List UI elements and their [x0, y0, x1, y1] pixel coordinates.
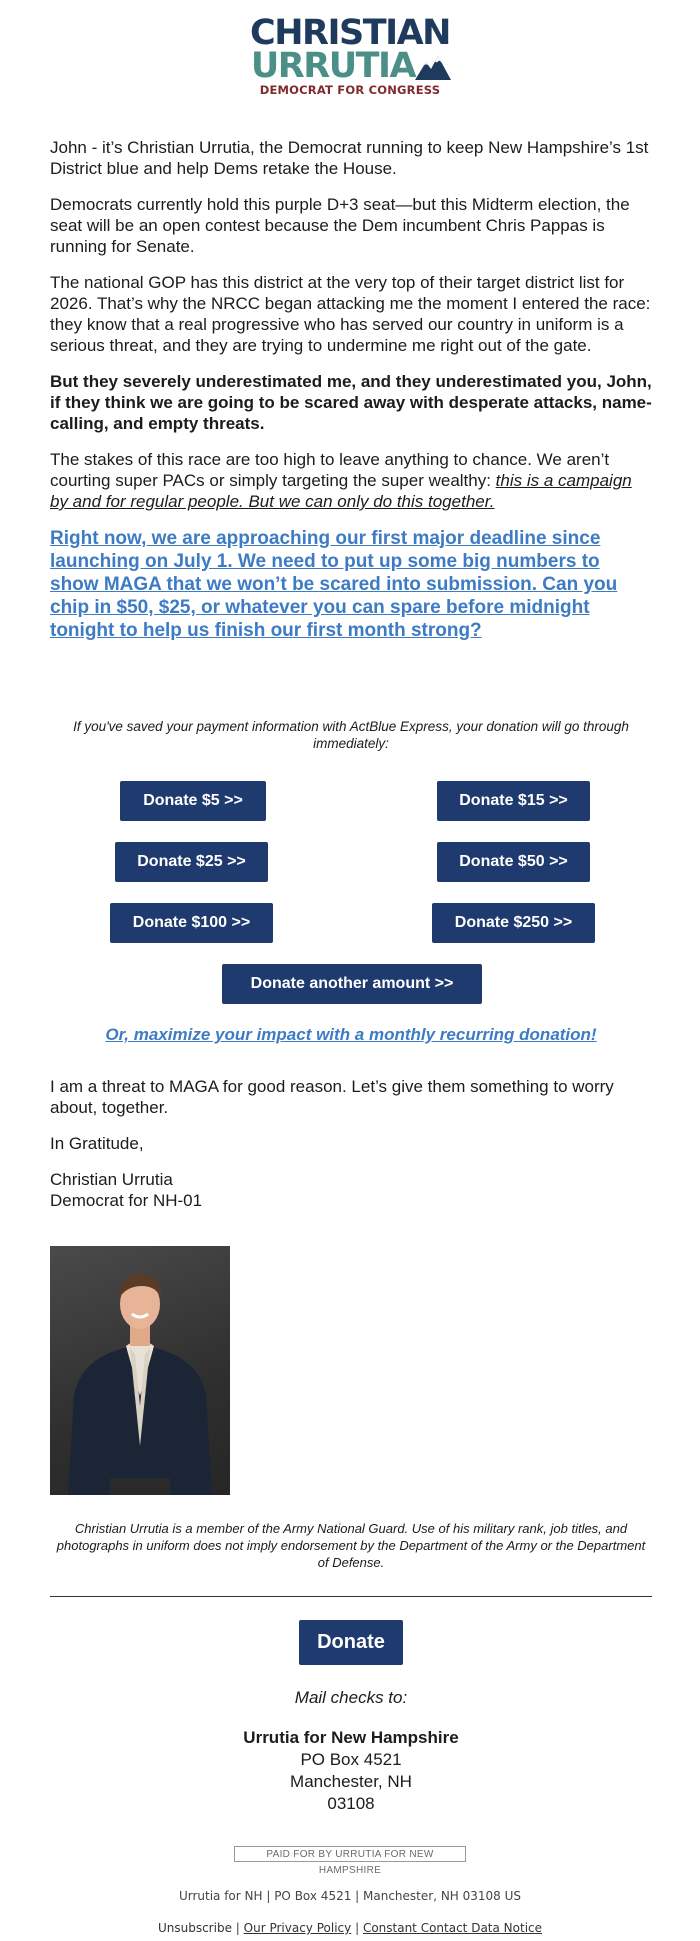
emphasis-text: this is a campaign by and for regular people. But we can only do this together. [50, 471, 632, 511]
footer-address: Urrutia for NH | PO Box 4521 | Manchester, NH 03108 US [178, 1889, 522, 1903]
logo-last-name-text: URRUTIA [250, 46, 416, 86]
footer-links [0, 1921, 700, 1935]
sign-off: In Gratitude, [50, 1134, 144, 1153]
footer-separator: | [355, 1921, 360, 1935]
closing-line: I am a threat to MAGA for good reason. Let’s give them something to worry about, together. [50, 1077, 614, 1117]
mountain-icon [415, 52, 451, 80]
body-paragraph-bold: But they severely underestimated me, and they underestimated you, John, if they think we are going to be scared away with desperate attacks, name-calling, and empty threats. [50, 372, 652, 433]
donate-50-button[interactable]: Donate $50 >> [437, 842, 590, 882]
signature-name: Christian Urrutia [50, 1170, 173, 1189]
donate-25-button[interactable]: Donate $25 >> [115, 842, 268, 882]
military-disclaimer: Christian Urrutia is a member of the Army National Guard. Use of his military rank, job titles, and photographs in uniform does not imply endorsement by the Department of the Army or the Department of Defense. [56, 1521, 646, 1570]
deadline-cta-link[interactable]: Right now, we are approaching our first major deadline since launching on July 1. We need to put up some big numbers to show MAGA that we won’t be scared into submission. Can you chip in $50, $25, or whatever you can spare before midnight tonight to help us finish our first month strong? [50, 528, 618, 641]
donate-other-amount-button[interactable]: Donate another amount >> [222, 964, 482, 1004]
donate-100-button[interactable]: Donate $100 >> [110, 903, 273, 943]
donate-5-button[interactable]: Donate $5 >> [120, 781, 266, 821]
mail-zip: 03108 [327, 1794, 375, 1813]
mail-po-box: PO Box 4521 [300, 1750, 402, 1769]
donate-15-button[interactable]: Donate $15 >> [437, 781, 590, 821]
unsubscribe-link[interactable]: Unsubscribe [157, 1921, 232, 1935]
monthly-donation-link[interactable]: Or, maximize your impact with a monthly recurring donation! [105, 1025, 597, 1044]
mail-city: Manchester, NH [290, 1772, 412, 1791]
paid-for-box: PAID FOR BY URRUTIA FOR NEW HAMPSHIRE [234, 1846, 466, 1862]
signature-title: Democrat for NH-01 [50, 1191, 203, 1210]
footer-separator: | [235, 1921, 240, 1935]
body-paragraph: John - it’s Christian Urrutia, the Democrat running to keep New Hampshire’s 1st District blue and help Dems retake the House. [50, 138, 649, 178]
signature [50, 1169, 652, 1211]
body-paragraph [50, 449, 652, 512]
logo-last-name [250, 46, 449, 86]
mail-checks-section [50, 1687, 652, 1815]
logo-first-name: CHRISTIAN [250, 13, 450, 53]
mail-org-name: Urrutia for New Hampshire [243, 1728, 459, 1747]
divider [50, 1596, 652, 1597]
mail-checks-label: Mail checks to: [294, 1688, 408, 1707]
body-paragraph: The national GOP has this district at the very top of their target district list for 2026. That’s why the NRCC began attacking me the moment I entered the race: they know that a real progressive who has served our country in uniform is a serious threat, and they are trying to undermine me right out of the gate. [50, 273, 651, 355]
body-paragraph: Democrats currently hold this purple D+3 seat—but this Midterm election, the seat will be an open contest because the Dem incumbent Chris Pappas is running for Senate. [50, 195, 630, 256]
donate-main-button[interactable]: Donate [299, 1620, 403, 1665]
body-paragraph-text: The stakes of this race are too high to leave anything to chance. We aren’t courting super PACs or simply targeting the super wealthy: [50, 450, 610, 490]
actblue-express-note: If you've saved your payment information with ActBlue Express, your donation will go through immediately: [73, 719, 629, 751]
donate-250-button[interactable]: Donate $250 >> [432, 903, 595, 943]
privacy-policy-link[interactable]: Our Privacy Policy [243, 1921, 352, 1935]
data-notice-link[interactable]: Constant Contact Data Notice [362, 1921, 543, 1935]
candidate-photo [50, 1246, 230, 1495]
candidate-portrait-illustration [50, 1246, 230, 1495]
campaign-logo [0, 13, 700, 98]
logo-tagline: DEMOCRAT FOR CONGRESS [259, 83, 441, 97]
closing-section [50, 1076, 652, 1226]
email-body [50, 137, 652, 642]
